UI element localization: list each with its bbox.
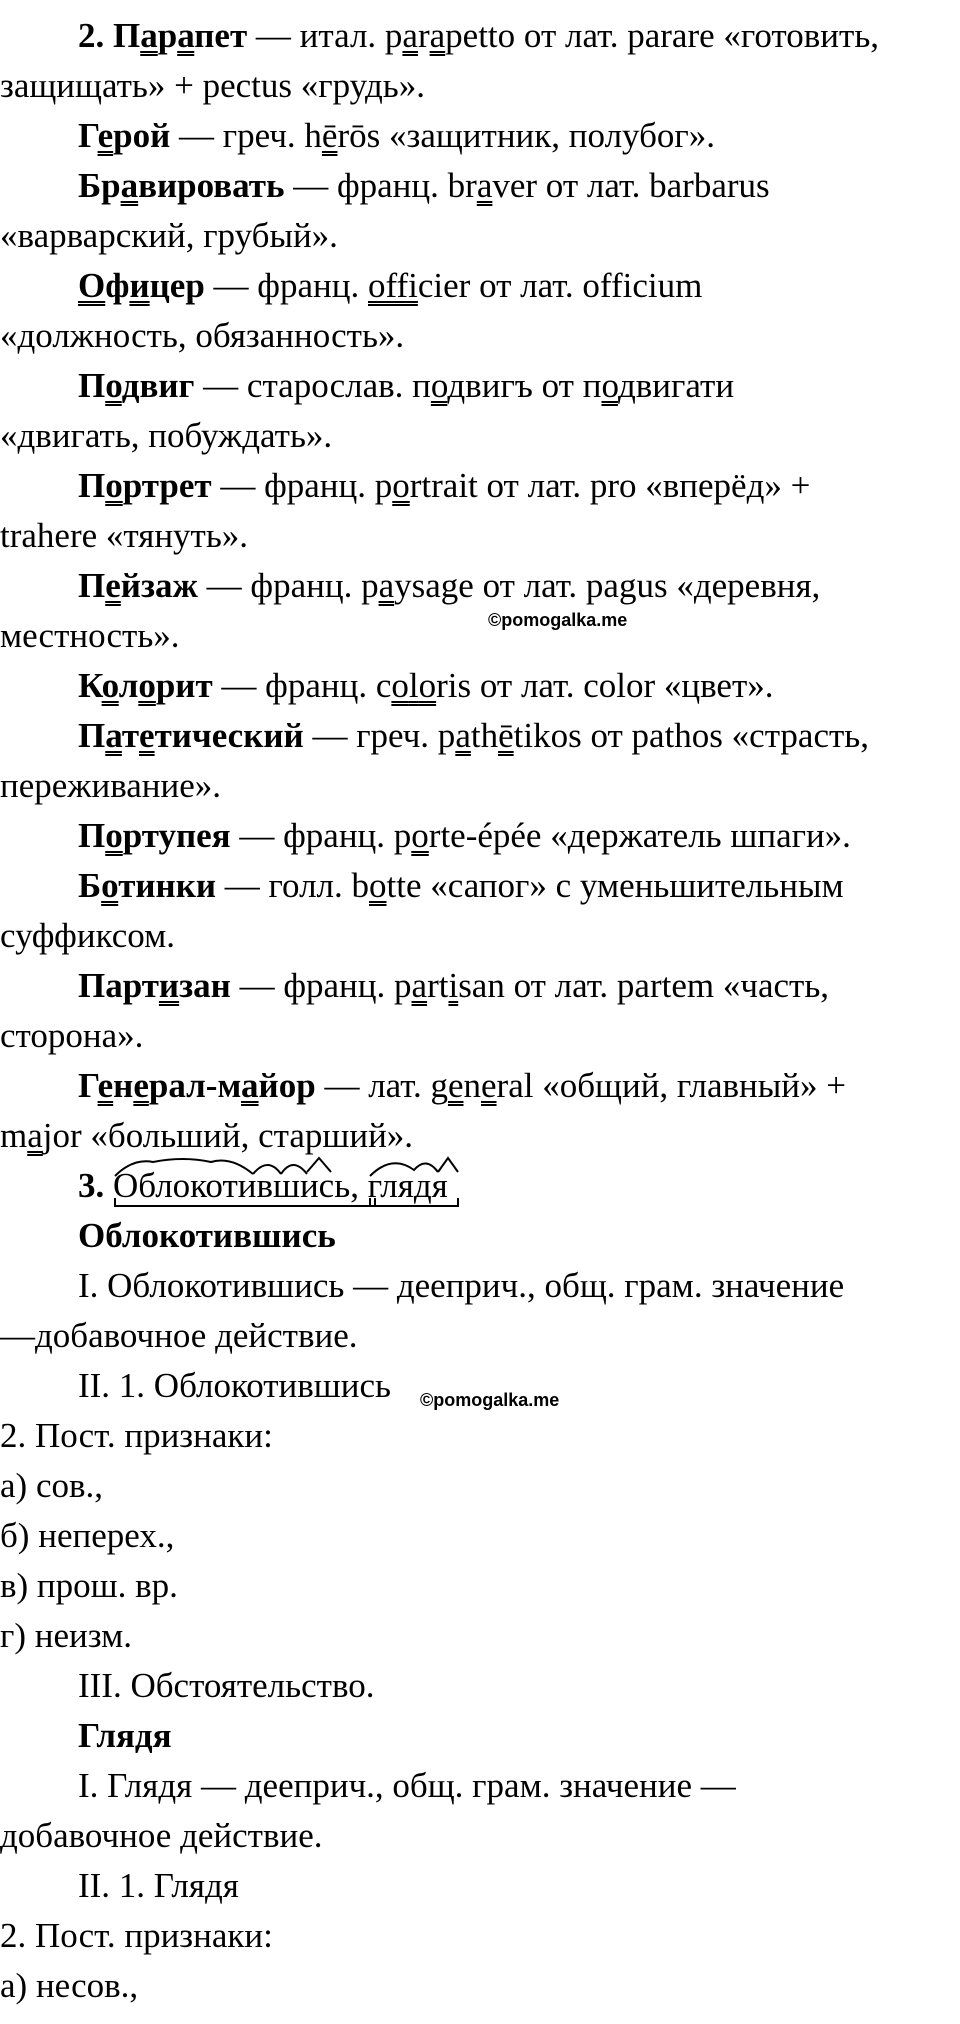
analysis-line: I. Глядя — дееприч., общ. грам. значение —	[78, 1766, 736, 1805]
entry-podvig-cont: «двигать, побуждать».	[0, 416, 333, 455]
headword: Пейзаж	[78, 566, 198, 605]
entry-portret: Портрет — франц. portrait от лат. pro «вперёд» +	[78, 466, 811, 505]
morpheme-word: Облокотившись	[113, 1166, 351, 1205]
entry-geroy: Герой — греч. hērōs «защитник, полубог».	[78, 116, 715, 155]
entry-kolorit: Колорит — франц. coloris от лат. color «цвет».	[78, 666, 774, 705]
morpheme-word: глядя	[367, 1166, 448, 1205]
entry-pateticheskiy: Патетический — греч. pathētikos от pathos «страсть,	[78, 716, 870, 755]
root-arc-icon	[368, 1152, 468, 1212]
headword: Подвиг	[78, 366, 195, 405]
analysis-line: а) сов.,	[0, 1466, 104, 1505]
entry-botinki-cont: суффиксом.	[0, 916, 175, 955]
analysis-line: б) неперех.,	[0, 1516, 175, 1555]
headword: Портрет	[78, 466, 212, 505]
entry-pateticheskiy-cont: переживание».	[0, 766, 222, 805]
analysis-line: —добавочное действие.	[0, 1316, 358, 1355]
entry-parapet-cont: защищать» + pectus «грудь».	[0, 66, 425, 105]
entry-partizan-cont: сторона».	[0, 1016, 144, 1055]
analysis-line: 2. Пост. признаки:	[0, 1916, 273, 1955]
analysis-line: добавочное действие.	[0, 1816, 323, 1855]
watermark: ©pomogalka.me	[420, 1390, 560, 1410]
entry-botinki: Ботинки — голл. botte «сапог» с уменьшительным	[78, 866, 844, 905]
analysis-line: а) несов.,	[0, 1966, 139, 2005]
entry-portupeya: Портупея — франц. porte-épée «держатель шпаги».	[78, 816, 851, 855]
analysis-line: 2. Пост. признаки:	[0, 1416, 273, 1455]
root-arc-icon	[113, 1152, 383, 1212]
task3-words-line: 3. Облокотившись , глядя	[78, 1166, 448, 1206]
headword: Герой	[78, 116, 171, 155]
watermark: ©pomogalka.me	[488, 610, 628, 630]
subheading-2: Глядя	[78, 1716, 172, 1755]
headword: Партизан	[78, 966, 231, 1005]
task-number: 3.	[78, 1166, 113, 1205]
entry-oficer: Офицер — франц. officier от лат. officium	[78, 266, 703, 305]
headword: Колорит	[78, 666, 213, 705]
entry-general-mayor: Генерал-майор — лат. general «общий, главный» +	[78, 1066, 846, 1105]
headword: Патетический	[78, 716, 304, 755]
headword: Портупея	[78, 816, 231, 855]
headword: Парапет	[113, 16, 248, 55]
analysis-line: г) неизм.	[0, 1616, 132, 1655]
analysis-line: III. Обстоятельство.	[78, 1666, 375, 1705]
entry-peyzazh: Пейзаж — франц. paysage от лат. pagus «деревня,	[78, 566, 821, 605]
entry-general-mayor-cont: major «больший, старший».	[0, 1116, 414, 1155]
word-with-morpheme-marks	[113, 1166, 350, 1206]
entry-parapet: 2. Парапет — итал. parapetto от лат. parare «готовить,	[78, 16, 880, 55]
headword: Офицер	[78, 266, 205, 305]
entry-podvig: Подвиг — старослав. подвигъ от подвигати	[78, 366, 735, 405]
entry-partizan: Партизан — франц. partisan от лат. partem «часть,	[78, 966, 830, 1005]
word-with-morpheme-marks	[368, 1166, 448, 1206]
headword: Генерал-майор	[78, 1066, 316, 1105]
headword: Бравировать	[78, 166, 285, 205]
headword: Ботинки	[78, 866, 217, 905]
analysis-line: I. Облокотившись — дееприч., общ. грам. значение	[78, 1266, 845, 1305]
subheading-1: Облокотившись	[78, 1216, 336, 1255]
entry-portret-cont: trahere «тянуть».	[0, 516, 249, 555]
analysis-line: II. 1. Глядя	[78, 1866, 239, 1905]
analysis-line: II. 1. Облокотившись	[78, 1366, 391, 1405]
entry-oficer-cont: «должность, обязанность».	[0, 316, 405, 355]
entry-bravirovat-cont: «варварский, грубый».	[0, 216, 338, 255]
entry-number: 2.	[78, 16, 113, 55]
entry-peyzazh-cont: местность».	[0, 616, 180, 655]
entry-bravirovat: Бравировать — франц. braver от лат. barbarus	[78, 166, 770, 205]
analysis-line: в) прош. вр.	[0, 1566, 178, 1605]
